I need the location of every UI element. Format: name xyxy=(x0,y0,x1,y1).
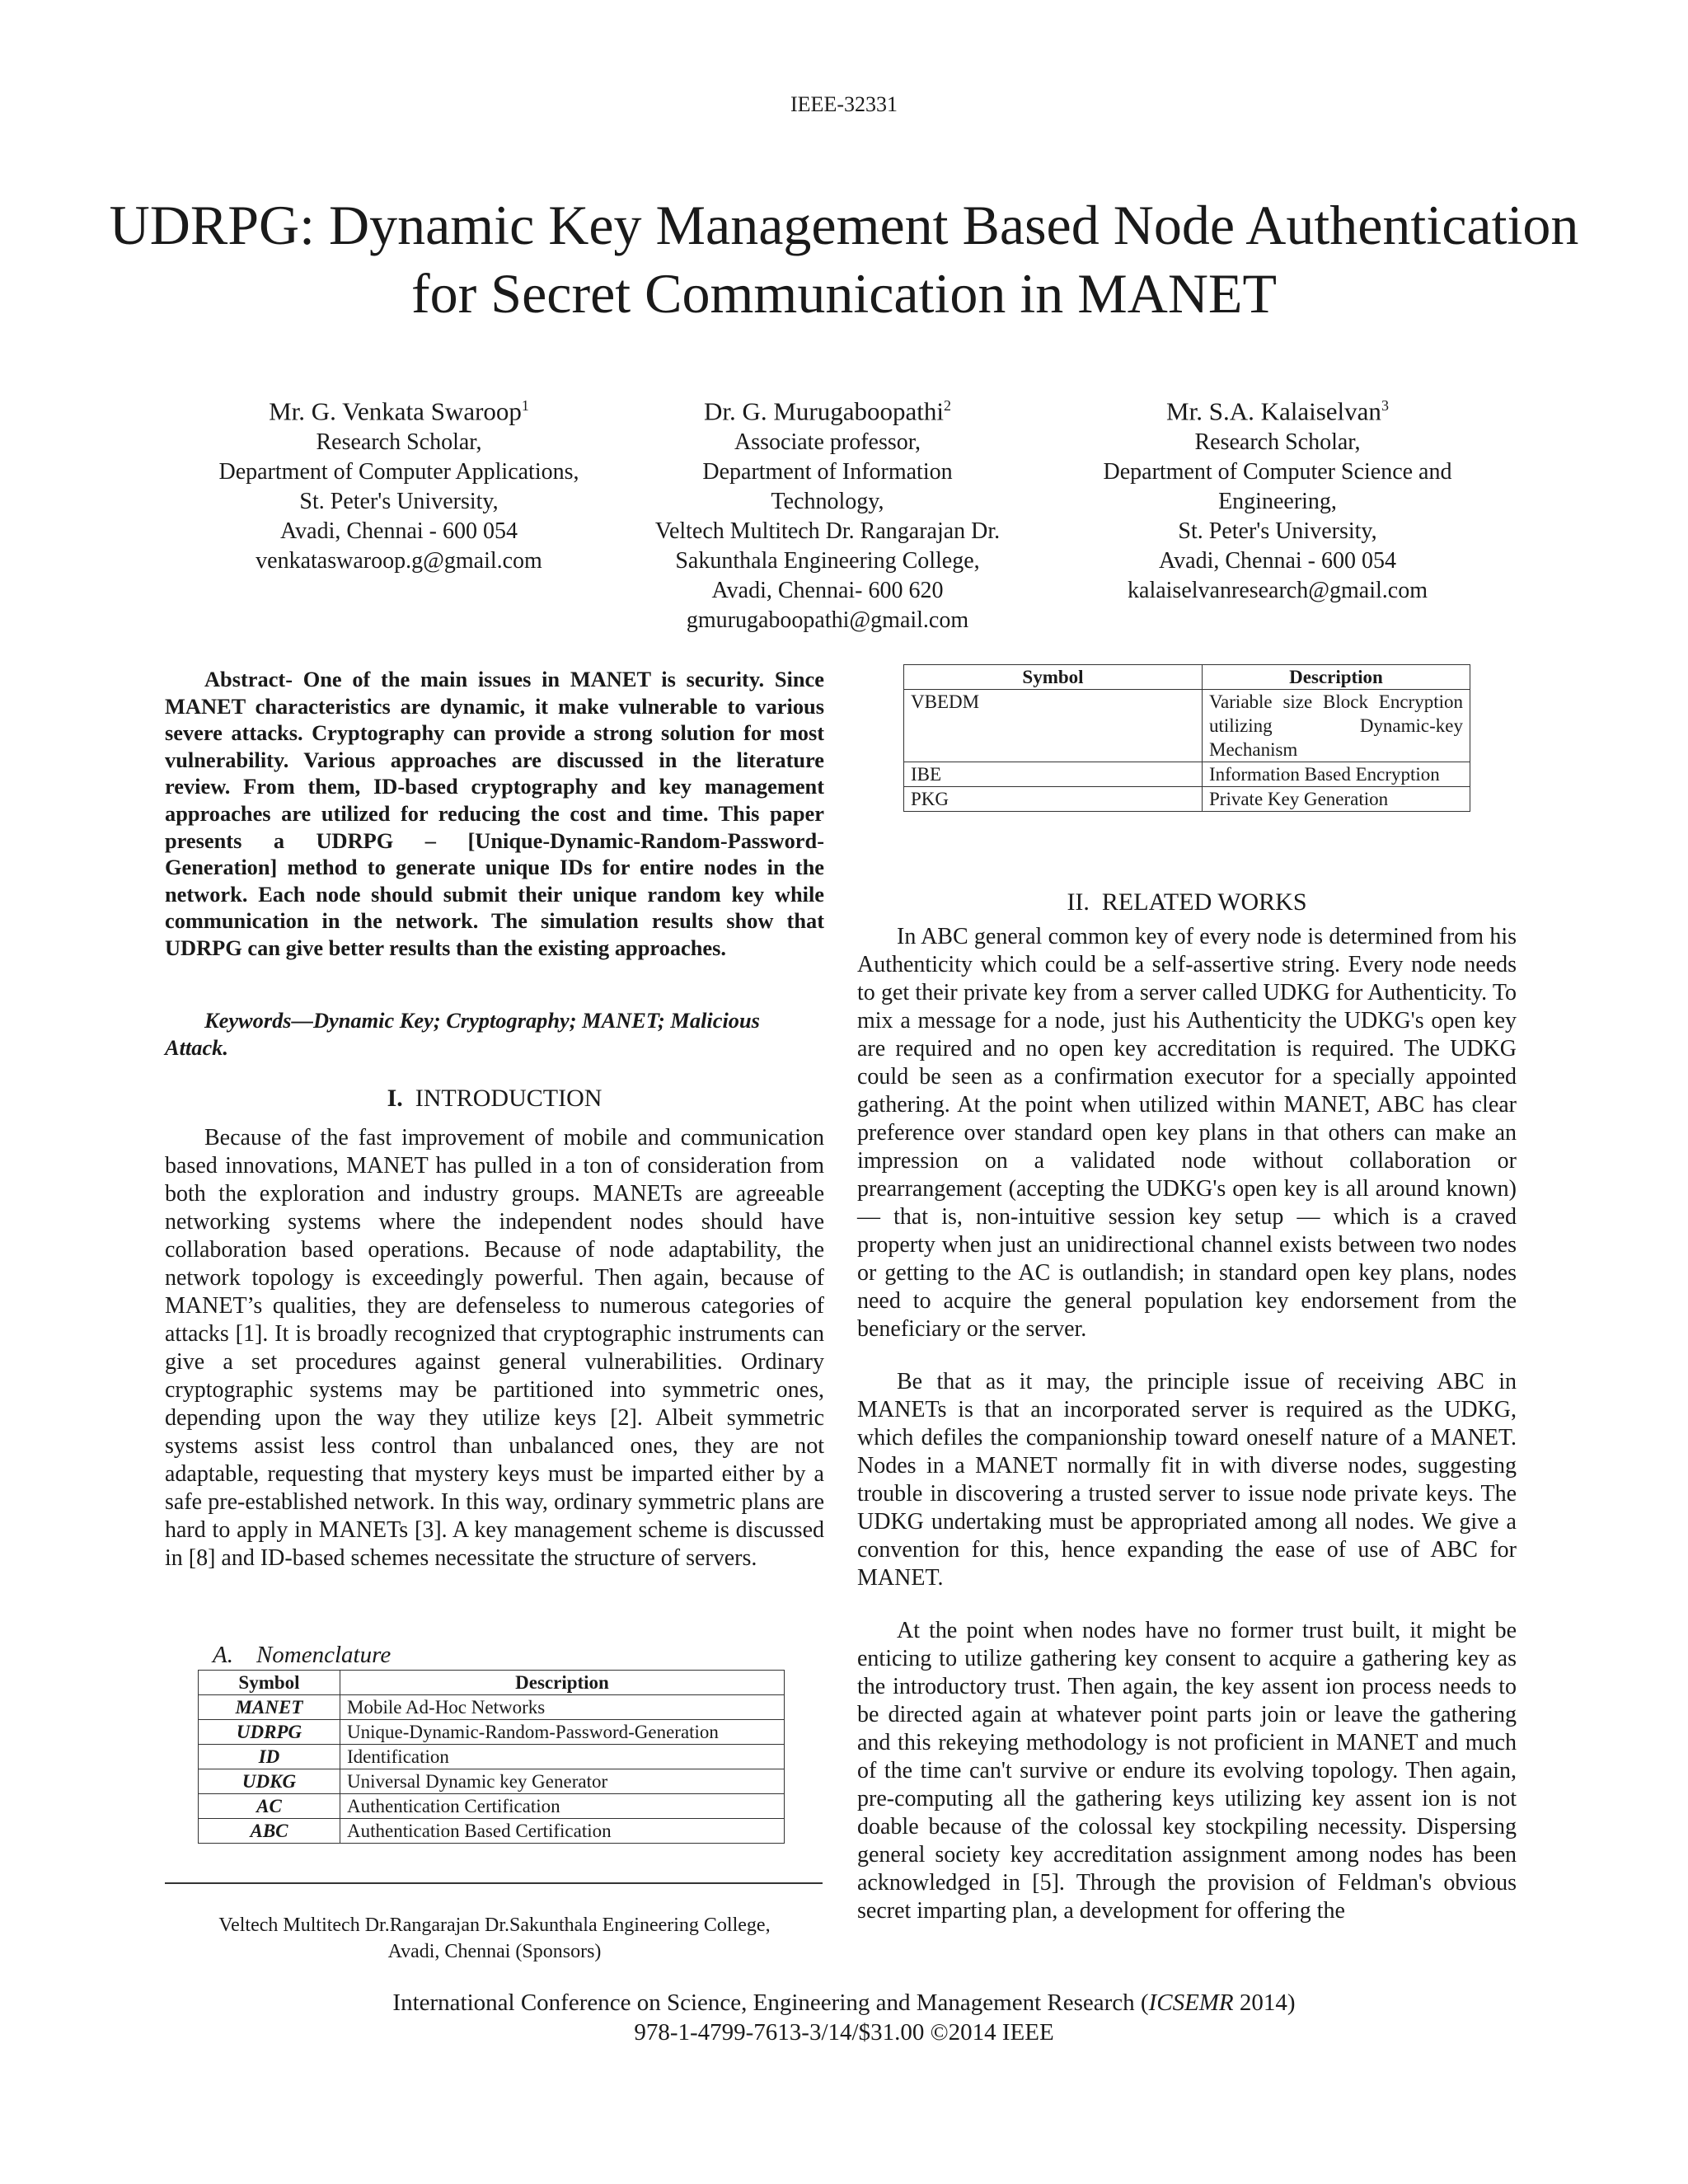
symbol-cell: AC xyxy=(199,1794,340,1819)
author-1 xyxy=(185,389,613,576)
paper-title: UDRPG: Dynamic Key Management Based Node Authentication for Secret Communication in MANET xyxy=(109,194,1579,325)
author-line: Engineering, xyxy=(1218,489,1337,515)
description-cell: Private Key Generation xyxy=(1203,787,1470,812)
table-row xyxy=(199,1794,785,1819)
author-name: Mr. G. Venkata Swaroop$^1$ xyxy=(269,396,529,426)
description-cell: Universal Dynamic key Generator xyxy=(340,1769,785,1794)
author-email: venkataswaroop.g@gmail.com xyxy=(256,548,542,574)
paragraph: In ABC general common key of every node is determined from his Authenticity which could be a self-assertive string. Every node needs to get their private key from a server called UDKG for Authenticity. To mix a message for a node, just his Authenticity the UDKG's open key are required and no open key accreditation is required. The UDKG could be seen as a confirmation executor for a specially appointed gathering. At the point when utilized within MANET, ABC has clear preference over standard open key plans in that others can make an impression on a validated node without collaboration or prearrangement (accepting the UDKG's open key is all around known) — that is, non-intuitive session key setup — which is a craved property when just an unidirectional channel exists between two nodes or getting to the AC is outlandish; in standard open key plans, nodes need to acquire the general population key endorsement from the beneficiary or the server. xyxy=(857,924,1517,1342)
table-row xyxy=(904,690,1470,762)
description-cell: Variable size Block Encryption utilizing Dynamic-key Mechanism xyxy=(1203,690,1470,762)
table-row xyxy=(904,762,1470,787)
author-line: Avadi, Chennai - 600 054 xyxy=(280,518,518,545)
introduction-body xyxy=(165,1124,824,1572)
author-line: Avadi, Chennai - 600 054 xyxy=(1159,548,1396,574)
author-line: Department of Computer Science and xyxy=(1103,459,1452,485)
table-row xyxy=(199,1819,785,1844)
symbol-cell: UDRPG xyxy=(199,1720,340,1745)
paragraph: Because of the fast improvement of mobile and communication based innovations, MANET has pulled in a ton of consideration from both the exploration and industry groups. MANETs are agreeable networking systems where the independent nodes should have collaboration based operations. Because of node adaptability, the network topology is exceedingly powerful. Then again, because of MANET’s qualities, they are defenseless to numerous categories of attacks [1]. It is broadly recognized that cryptographic instruments can give a set procedures against general vulnerabilities. Ordinary cryptographic systems may be partitioned into symmetric ones, depending upon the way they utilize keys [2]. Albeit symmetric systems assist less control than unbalanced ones, they are not adaptable, requesting that mystery keys must be imparted either by a safe pre-established network. In this way, ordinary symmetric plans are hard to apply in MANETs [3]. A key management scheme is discussed in [8] and ID-based schemes necessitate the structure of servers. xyxy=(165,1125,824,1571)
keywords-text: —Dynamic Key; Cryptography; MANET; Malicious Attack. xyxy=(165,1008,760,1060)
author-line: St. Peter's University, xyxy=(299,489,499,515)
nomenclature-table xyxy=(198,1670,785,1844)
related-works-body xyxy=(857,923,1517,1950)
author-2 xyxy=(613,389,1042,635)
section-heading-related-works: II. RELATED WORKS xyxy=(1067,888,1307,916)
isbn-line: 978-1-4799-7613-3/14/$31.00 ©2014 IEEE xyxy=(634,2019,1054,2046)
table-header-row xyxy=(199,1671,785,1695)
author-line: Associate professor, xyxy=(734,429,921,456)
author-line: Research Scholar, xyxy=(1194,429,1361,456)
footnote-line: Veltech Multitech Dr.Rangarajan Dr.Sakunthala Engineering College, xyxy=(218,1915,771,1936)
footnote-divider xyxy=(165,1882,823,1884)
author-email: gmurugaboopathi@gmail.com xyxy=(686,607,969,634)
abstract-text: One of the main issues in MANET is security. Since MANET characteristics are dynamic, it make vulnerable to various severe attacks. Cryptography can provide a strong solution for most vulnerability. Various approaches are discussed in the literature review. From them, ID-based cryptography and key management approaches are utilized for reducing the cost and time. This paper presents a UDRPG – [Unique-Dynamic-Random-Password-Generation] method to generate unique IDs for entire nodes in the network. Each node should submit their unique random key while communication in the network. The simulation results show that UDRPG can give better results than the existing approaches. xyxy=(165,667,824,960)
table-header-row xyxy=(904,665,1470,690)
symbol-cell: ID xyxy=(199,1745,340,1769)
table-row xyxy=(199,1745,785,1769)
table-row xyxy=(199,1695,785,1720)
table-row xyxy=(199,1720,785,1745)
author-line: Department of Computer Applications, xyxy=(218,459,579,485)
symbol-cell: IBE xyxy=(904,762,1203,787)
author-name: Dr. G. Murugaboopathi$^2$ xyxy=(703,396,952,426)
author-line: Sakunthala Engineering College, xyxy=(675,548,980,574)
keywords xyxy=(165,1007,824,1061)
footnote xyxy=(165,1912,824,1965)
author-email: kalaiselvanresearch@gmail.com xyxy=(1128,578,1428,604)
footnote-line: Avadi, Chennai (Sponsors) xyxy=(387,1941,602,1962)
description-cell: Authentication Based Certification xyxy=(340,1819,785,1844)
author-line: Research Scholar, xyxy=(316,429,482,456)
conference-line: International Conference on Science, Engineering and Management Research (ICSEMR 2014) xyxy=(392,1990,1296,2016)
symbol-cell: PKG xyxy=(904,787,1203,812)
description-cell: Unique-Dynamic-Random-Password-Generation xyxy=(340,1720,785,1745)
table-row xyxy=(904,787,1470,812)
symbol-cell: ABC xyxy=(199,1819,340,1844)
abstract-label: Abstract- xyxy=(204,667,293,691)
author-name: Mr. S.A. Kalaiselvan$^3$ xyxy=(1166,396,1389,426)
description-cell: Authentication Certification xyxy=(340,1794,785,1819)
author-line: Department of Information xyxy=(702,459,953,485)
paragraph: Be that as it may, the principle issue of receiving ABC in MANETs is that an incorporated server is required as the UDKG, which defiles the companionship toward oneself nature of a MANET. Nodes in a MANET normally fit in with diverse nodes, suggesting trouble in discovering a trusted server to issue node private keys. The UDKG undertaking must be appropriated among all nodes. We give a convention for this, hence expanding the ease of use of ABC for MANET. xyxy=(857,1369,1517,1591)
symbol-cell: MANET xyxy=(199,1695,340,1720)
table-header: Symbol xyxy=(199,1671,340,1695)
table-row xyxy=(199,1769,785,1794)
subsection-heading-nomenclature: A. Nomenclature xyxy=(213,1642,392,1668)
description-cell: Information Based Encryption xyxy=(1203,762,1470,787)
symbol-table xyxy=(903,664,1470,812)
author-3 xyxy=(1063,389,1492,606)
author-line: Veltech Multitech Dr. Rangarajan Dr. xyxy=(654,518,1001,545)
symbol-cell: VBEDM xyxy=(904,690,1203,762)
section-heading-introduction: I. INTRODUCTION xyxy=(387,1085,603,1112)
table-header: Description xyxy=(1203,665,1470,690)
author-line: St. Peter's University, xyxy=(1178,518,1377,545)
abstract xyxy=(165,666,824,962)
author-line: Avadi, Chennai- 600 620 xyxy=(711,578,944,604)
description-cell: Identification xyxy=(340,1745,785,1769)
table-header: Description xyxy=(340,1671,785,1695)
keywords-label: Keywords xyxy=(204,1008,292,1033)
header-id: IEEE-32331 xyxy=(790,92,898,116)
symbol-cell: UDKG xyxy=(199,1769,340,1794)
description-cell: Mobile Ad-Hoc Networks xyxy=(340,1695,785,1720)
table-header: Symbol xyxy=(904,665,1203,690)
paragraph: At the point when nodes have no former trust built, it might be enticing to utilize gathering key consent to acquire a gathering key as the introductory trust. Then again, the key assent ion process needs to be directed again at whatever point parts join or leave the gathering and this rekeying methodology is not proficient in MANET and much of the time can't survive or endure its evolving topology. Then again, pre-computing all the gathering keys utilizing key assent ion is not doable because of the colossal key stockpiling necessity. Dispersing general society key accreditation assignment among nodes has been acknowledged in [5]. Through the provision of Feldman's obvious secret imparting plan, a development for offering the xyxy=(857,1618,1517,1924)
author-line: Technology, xyxy=(771,489,884,515)
page-footer xyxy=(0,1988,1688,2047)
